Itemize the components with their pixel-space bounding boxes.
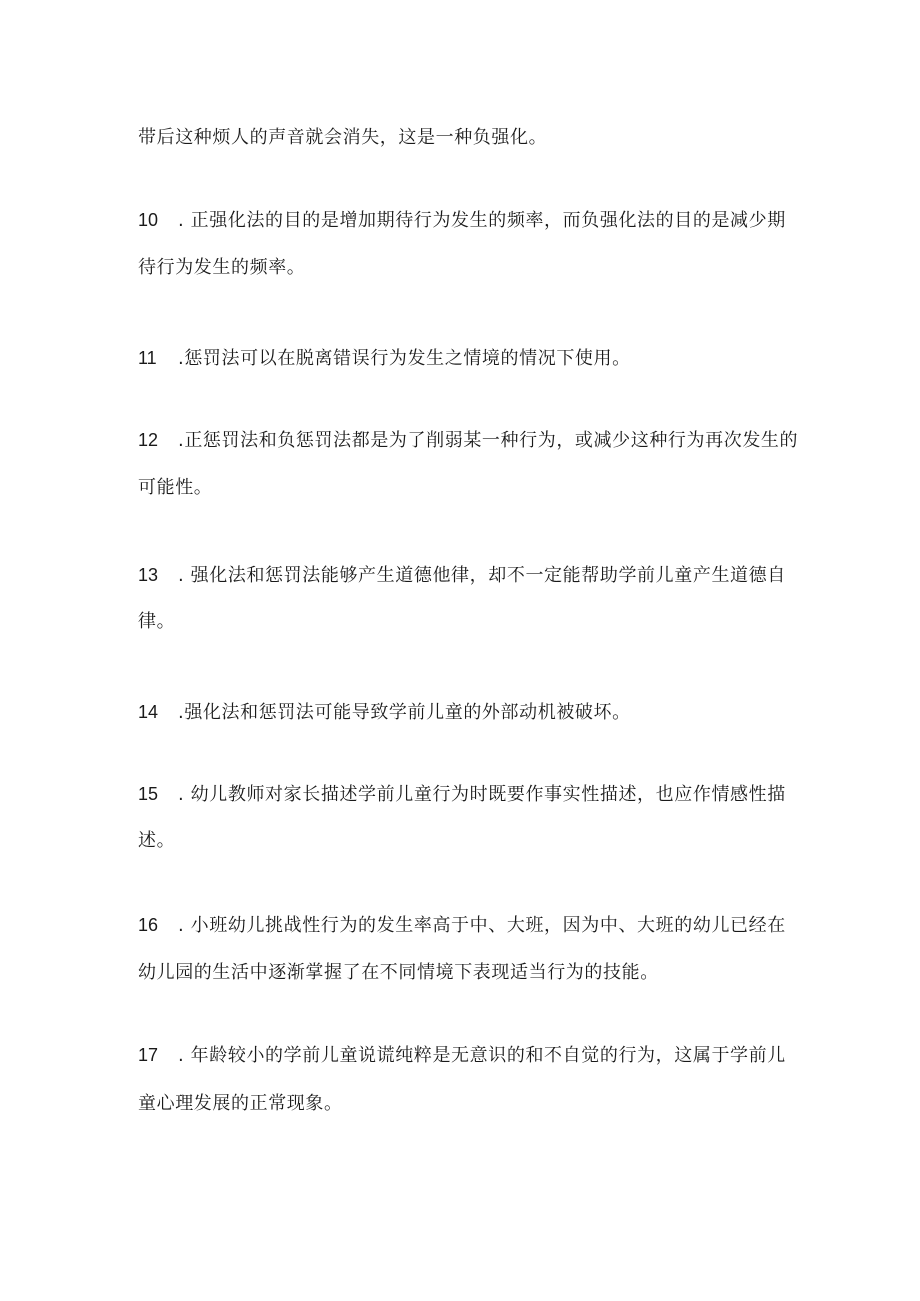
- item-text: . 强化法和惩罚法能够产生道德他律，却不一定能帮助学前儿童产生道德自: [178, 565, 786, 586]
- item-number: 10: [138, 210, 159, 230]
- list-item-15-line2: 述。: [138, 830, 176, 851]
- list-item-13-line1: [138, 563, 788, 588]
- list-item-12-line1: [138, 428, 799, 453]
- list-item-17-line1: [138, 1043, 788, 1068]
- item-text: . 幼儿教师对家长描述学前儿童行为时既要作事实性描述，也应作情感性描: [178, 784, 786, 805]
- list-item-11-line1: [138, 346, 788, 371]
- list-item-17-line2: 童心理发展的正常现象。: [138, 1093, 343, 1114]
- item-number: 17: [138, 1045, 159, 1065]
- list-item-16-line2: 幼儿园的生活中逐渐掌握了在不同情境下表现适当行为的技能。: [138, 962, 659, 983]
- item-text: . 年龄较小的学前儿童说谎纯粹是无意识的和不自觉的行为，这属于学前儿: [178, 1045, 786, 1066]
- continuation-text: 带后这种烦人的声音就会消失，这是一种负强化。: [138, 127, 548, 148]
- item-number: 14: [138, 702, 159, 722]
- list-item-16-line1: [138, 913, 788, 938]
- item-text: .正惩罚法和负惩罚法都是为了削弱某一种行为，或减少这种行为再次发生的: [178, 430, 799, 451]
- list-item-13-line2: 律。: [138, 611, 176, 632]
- item-number: 11: [138, 348, 157, 368]
- item-text: .强化法和惩罚法可能导致学前儿童的外部动机被破坏。: [178, 702, 631, 723]
- item-text: . 小班幼儿挑战性行为的发生率高于中、大班，因为中、大班的幼儿已经在: [178, 915, 786, 936]
- item-text: . 正强化法的目的是增加期待行为发生的频率，而负强化法的目的是减少期: [178, 210, 786, 231]
- item-number: 12: [138, 430, 159, 450]
- item-number: 16: [138, 915, 159, 935]
- item-text: .惩罚法可以在脱离错误行为发生之情境的情况下使用。: [178, 348, 631, 369]
- list-item-10-line1: [138, 208, 788, 233]
- item-number: 13: [138, 565, 159, 585]
- item-number: 15: [138, 784, 159, 804]
- list-item-10-line2: 待行为发生的频率。: [138, 257, 306, 278]
- list-item-15-line1: [138, 782, 788, 807]
- list-item-14-line1: [138, 700, 788, 725]
- list-item-12-line2: 可能性。: [138, 477, 213, 498]
